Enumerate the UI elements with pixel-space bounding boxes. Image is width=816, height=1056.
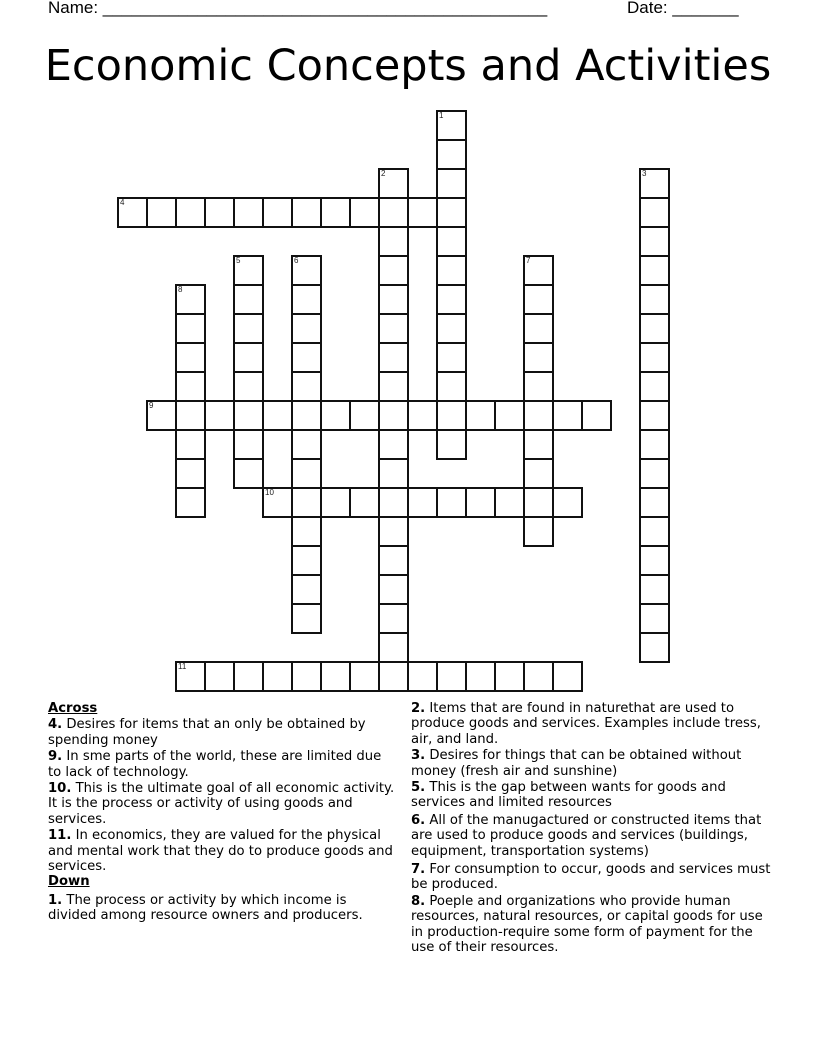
clue-across-10: 10. This is the ultimate goal of all economic activity. It is the process or activity of using goods and services. [48,781,395,827]
clue-down-7: 7. For consumption to occur, goods and services must be produced. [411,862,771,893]
clue-number: 6 [294,256,299,265]
crossword-cell[interactable] [378,255,409,286]
crossword-cell[interactable] [291,545,322,576]
crossword-cell[interactable] [291,342,322,373]
clue-number: 4 [120,198,125,207]
crossword-cell[interactable] [407,400,438,431]
crossword-cell[interactable] [523,458,554,489]
crossword-cell[interactable] [407,661,438,692]
crossword-cell[interactable] [436,110,467,141]
crossword-cell[interactable] [378,516,409,547]
crossword-cell[interactable] [639,429,670,460]
crossword-cell[interactable] [465,400,496,431]
crossword-cell[interactable] [233,371,264,402]
crossword-cell[interactable] [349,197,380,228]
clues-column-right [411,701,771,957]
clue-down-1: 1. The process or activity by which income is divided among resource owners and producers. [48,892,363,924]
crossword-cell[interactable] [175,429,206,460]
clue-number: 5 [236,256,241,265]
crossword-cell[interactable] [378,168,409,199]
crossword-cell[interactable] [291,313,322,344]
crossword-cell[interactable] [378,342,409,373]
crossword-cell[interactable] [320,197,351,228]
crossword-cell[interactable] [407,487,438,518]
crossword-cell[interactable] [320,400,351,431]
crossword-cell[interactable] [639,371,670,402]
crossword-cell[interactable] [204,661,235,692]
clue-down-3: 3. Desires for things that can be obtained without money (fresh air and sunshine) [411,748,742,779]
crossword-cell[interactable] [175,661,206,692]
crossword-cell[interactable] [523,661,554,692]
crossword-cell[interactable] [175,313,206,344]
crossword-cell[interactable] [233,661,264,692]
clue-number: 10 [265,488,274,497]
crossword-cell[interactable] [639,255,670,286]
crossword-cell[interactable] [639,400,670,431]
page-title: Economic Concepts and Activities [44,41,772,91]
crossword-cell[interactable] [175,400,206,431]
clue-down-6: 6. All of the manugactured or constructed items that are used to produce goods and services (buildings, equipment, transportation systems) [411,812,762,859]
crossword-cell[interactable] [291,371,322,402]
crossword-cell[interactable] [175,487,206,518]
clue-down-2: 2. Items that are found in naturethat are used to produce goods and services. Examples include tress, air, and land. [411,701,761,747]
crossword-cell[interactable] [175,284,206,315]
crossword-cell[interactable] [494,487,525,518]
crossword-cell[interactable] [291,661,322,692]
crossword-cell[interactable] [523,284,554,315]
crossword-cell[interactable] [639,516,670,547]
clue-across-11: 11. In economics, they are valued for the physical and mental work that they do to produce goods and services. [48,828,393,875]
crossword-cell[interactable] [465,487,496,518]
crossword-cell[interactable] [436,226,467,257]
crossword-cell[interactable] [523,313,554,344]
crossword-cell[interactable] [233,342,264,373]
crossword-cell[interactable] [291,574,322,605]
crossword-cell[interactable] [233,197,264,228]
crossword-cell[interactable] [523,342,554,373]
crossword-cell[interactable] [639,226,670,257]
crossword-cell[interactable] [233,313,264,344]
crossword-cell[interactable] [407,197,438,228]
crossword-cell[interactable] [262,400,293,431]
crossword-cell[interactable] [291,429,322,460]
crossword-cell[interactable] [494,661,525,692]
date-field[interactable]: Date: _______ [627,0,739,17]
crossword-cell[interactable] [349,661,380,692]
clue-number: 2 [381,169,386,178]
crossword-cell[interactable] [146,197,177,228]
crossword-cell[interactable] [204,400,235,431]
crossword-cell[interactable] [204,197,235,228]
crossword-cell[interactable] [639,342,670,373]
crossword-cell[interactable] [436,255,467,286]
crossword-cell[interactable] [349,487,380,518]
crossword-cell[interactable] [233,458,264,489]
crossword-cell[interactable] [291,516,322,547]
crossword-cell[interactable] [523,487,554,518]
crossword-cell[interactable] [291,255,322,286]
crossword-cell[interactable] [262,197,293,228]
crossword-cell[interactable] [291,458,322,489]
clue-number: 3 [642,169,647,178]
crossword-cell[interactable] [436,371,467,402]
crossword-cell[interactable] [378,313,409,344]
crossword-cell[interactable] [378,284,409,315]
crossword-cell[interactable] [378,487,409,518]
clue-number: 11 [178,662,187,671]
clue-number: 7 [526,256,531,265]
crossword-cell[interactable] [291,284,322,315]
crossword-cell[interactable] [436,197,467,228]
crossword-cell[interactable] [436,487,467,518]
crossword-cell[interactable] [552,400,583,431]
crossword-cell[interactable] [436,168,467,199]
crossword-cell[interactable] [523,516,554,547]
crossword-cell[interactable] [233,400,264,431]
crossword-cell[interactable] [378,429,409,460]
crossword-cell[interactable] [233,284,264,315]
crossword-cell[interactable] [639,574,670,605]
crossword-cell[interactable] [175,371,206,402]
clues-column-left [48,701,398,925]
name-field[interactable]: Name: _______________________________________________ [48,0,548,17]
crossword-cell[interactable] [465,661,496,692]
crossword-cell[interactable] [378,545,409,576]
clue-down-5: 5. This is the gap between wants for goods and services and limited resources [411,780,726,811]
crossword-cell[interactable] [233,429,264,460]
crossword-cell[interactable] [378,458,409,489]
crossword-cell[interactable] [639,545,670,576]
crossword-cell[interactable] [552,661,583,692]
across-heading: Across [48,701,98,716]
crossword-cell[interactable] [146,400,177,431]
crossword-cell[interactable] [175,458,206,489]
crossword-cell[interactable] [175,197,206,228]
crossword-cell[interactable] [523,400,554,431]
crossword-cell[interactable] [436,342,467,373]
crossword-cell[interactable] [639,458,670,489]
crossword-cell[interactable] [639,313,670,344]
crossword-cell[interactable] [378,371,409,402]
crossword-cell[interactable] [436,284,467,315]
crossword-cell[interactable] [378,661,409,692]
clue-number: 1 [439,111,444,120]
crossword-cell[interactable] [378,632,409,663]
crossword-cell[interactable] [378,574,409,605]
crossword-cell[interactable] [639,603,670,634]
crossword-cell[interactable] [320,661,351,692]
crossword-cell[interactable] [436,313,467,344]
crossword-cell[interactable] [436,429,467,460]
crossword-cell[interactable] [291,400,322,431]
crossword-cell[interactable] [175,342,206,373]
crossword-cell[interactable] [436,400,467,431]
crossword-cell[interactable] [233,255,264,286]
crossword-cell[interactable] [523,429,554,460]
crossword-cell[interactable] [291,487,322,518]
down-heading: Down [48,874,90,890]
crossword-cell[interactable] [117,197,148,228]
crossword-cell[interactable] [523,371,554,402]
crossword-cell[interactable] [523,255,554,286]
crossword-cell[interactable] [349,400,380,431]
crossword-cell[interactable] [378,400,409,431]
crossword-cell[interactable] [262,487,293,518]
crossword-cell[interactable] [320,487,351,518]
crossword-cell[interactable] [291,197,322,228]
crossword-cell[interactable] [262,661,293,692]
clue-number: 9 [149,401,154,410]
crossword-cell[interactable] [639,487,670,518]
crossword-cell[interactable] [639,284,670,315]
crossword-cell[interactable] [581,400,612,431]
crossword-cell[interactable] [436,661,467,692]
clue-down-8: 8. Poeple and organizations who provide human resources, natural resources, or capital goods for use in production-require some form of payment for the use of their resources. [411,893,763,956]
crossword-cell[interactable] [639,168,670,199]
crossword-cell[interactable] [639,197,670,228]
crossword-cell[interactable] [378,226,409,257]
crossword-cell[interactable] [291,603,322,634]
crossword-cell[interactable] [378,197,409,228]
crossword-cell[interactable] [378,603,409,634]
crossword-cell[interactable] [436,139,467,170]
crossword-cell[interactable] [494,400,525,431]
clue-across-4: 4. Desires for items that an only be obtained by spending money [48,717,366,748]
clue-across-9: 9. In sme parts of the world, these are limited due to lack of technology. [48,749,382,780]
clue-number: 8 [178,285,183,294]
crossword-cell[interactable] [552,487,583,518]
crossword-cell[interactable] [639,632,670,663]
